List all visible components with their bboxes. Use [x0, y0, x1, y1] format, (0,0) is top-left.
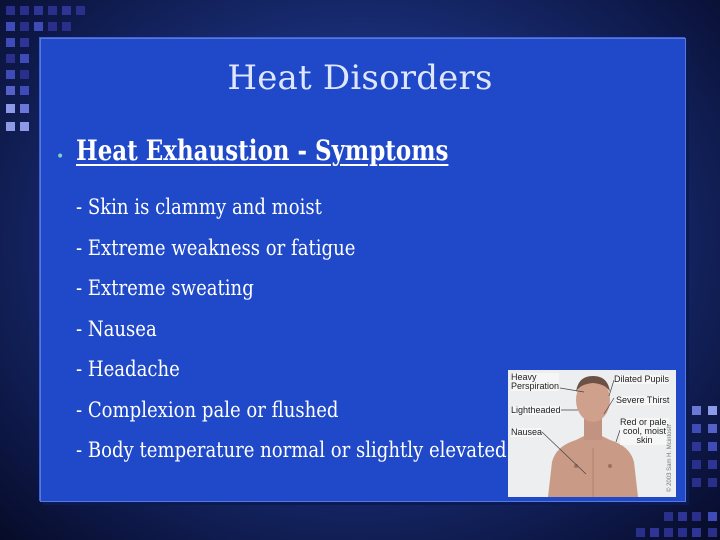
list-item: - Extreme weakness or fatigue	[76, 235, 356, 260]
section-heading: Heat Exhaustion - Symptoms	[76, 134, 449, 167]
figure-copyright: © 2003 Sam H. Mcintosh	[667, 425, 673, 492]
list-item: - Skin is clammy and moist	[76, 195, 322, 219]
slide-title: Heat Disorders	[227, 58, 493, 98]
label-severe-thirst: Severe Thirst	[616, 395, 670, 405]
bullet-marker: •	[56, 149, 65, 165]
label-heavy-perspiration: Heavy Perspiration	[511, 372, 560, 391]
label-lightheaded: Lightheaded	[511, 405, 561, 415]
symptom-list	[76, 194, 577, 478]
label-red-or-pale-skin: Red or pale, cool, moist skin	[620, 417, 670, 445]
symptom-illustration	[508, 370, 676, 497]
label-dilated-pupils: Dilated Pupils	[614, 374, 670, 384]
list-item: - Nausea	[76, 316, 157, 341]
list-item: - Extreme sweating	[76, 276, 254, 300]
list-item: - Complexion pale or flushed	[76, 397, 339, 422]
list-item: - Headache	[76, 357, 180, 381]
label-nausea: Nausea	[511, 427, 543, 437]
list-item: - Body temperature normal or slightly elevated	[76, 438, 507, 462]
